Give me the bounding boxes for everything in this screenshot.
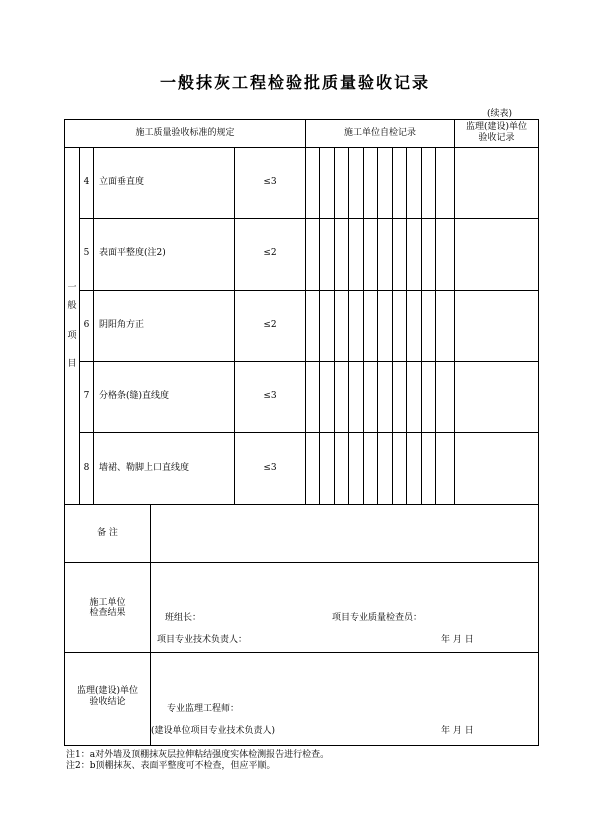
notes xyxy=(66,750,329,772)
builder-lead-field: (建设单位项目专业技术负责人) xyxy=(151,726,276,736)
item-limit: ≤2 xyxy=(263,320,277,330)
header-standard: 施工质量验收标准的规定 xyxy=(135,128,235,138)
header-supervision-line1: 监理(建设)单位 xyxy=(465,122,528,132)
item-number: 6 xyxy=(83,320,90,330)
construction-date-field: 年 月 日 xyxy=(441,635,474,645)
item-number: 5 xyxy=(83,248,90,258)
item-limit: ≤3 xyxy=(263,177,277,187)
item-number: 4 xyxy=(83,177,90,187)
supervision-label-line2: 验收结论 xyxy=(89,697,126,707)
item-number: 7 xyxy=(83,391,90,401)
item-name: 分格条(缝)直线度 xyxy=(99,391,170,401)
construction-label-line1: 施工单位 xyxy=(89,598,126,608)
item-name: 表面平整度(注2) xyxy=(99,248,166,258)
item-limit: ≤3 xyxy=(263,391,277,401)
inspection-table xyxy=(64,119,539,746)
section-label-char: 般 xyxy=(67,301,77,311)
header-self-check: 施工单位自检记录 xyxy=(343,128,416,138)
supervising-engineer-field: 专业监理工程师： xyxy=(167,704,240,714)
supervision-date-field: 年 月 日 xyxy=(441,726,474,736)
team-leader-field: 班组长： xyxy=(165,613,202,623)
item-limit: ≤2 xyxy=(263,248,277,258)
note-line: 注2：b顶棚抹灰、表面平整度可不检查，但应平顺。 xyxy=(66,761,276,771)
page-title: 一般抹灰工程检验批质量验收记录 xyxy=(159,73,430,92)
section-label-char: 目 xyxy=(67,359,77,369)
note-line: 注1：a对外墙及顶棚抹灰层拉伸粘结强度实体检测报告进行检查。 xyxy=(66,750,330,760)
quality-inspector-field: 项目专业质量检查员： xyxy=(332,613,423,623)
item-limit: ≤3 xyxy=(263,463,277,473)
section-label-char: 项 xyxy=(67,331,77,341)
item-number: 8 xyxy=(83,463,90,473)
section-label-char: 一 xyxy=(67,283,77,293)
construction-label-line2: 检查结果 xyxy=(89,608,126,618)
item-name: 墙裙、勒脚上口直线度 xyxy=(99,463,190,473)
continued-label: (续表) xyxy=(486,109,512,119)
item-name: 阴阳角方正 xyxy=(99,320,145,330)
remarks-label: 备 注 xyxy=(97,528,118,538)
header-supervision-line2: 验收记录 xyxy=(478,133,515,143)
tech-lead-field: 项目专业技术负责人： xyxy=(157,635,248,645)
supervision-label-line1: 监理(建设)单位 xyxy=(76,686,139,696)
item-name: 立面垂直度 xyxy=(99,177,145,187)
